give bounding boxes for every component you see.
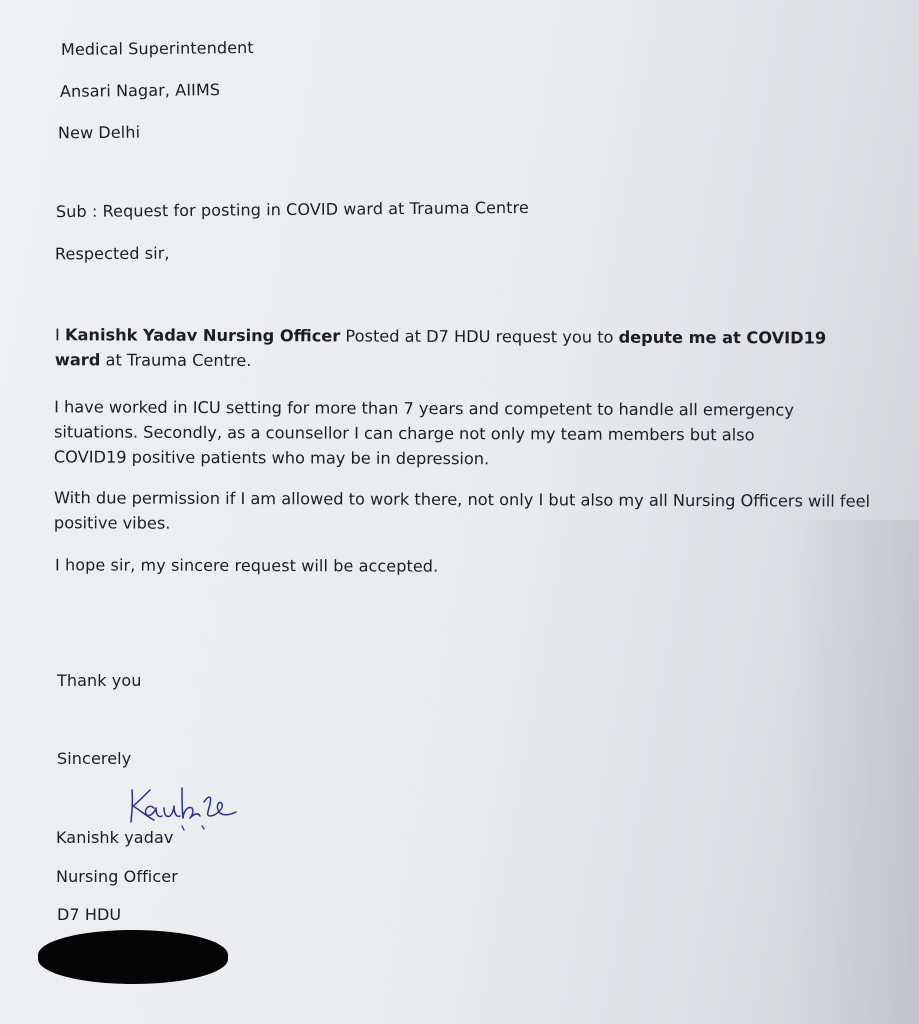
address-line-1: Medical Superintendent [60,37,254,60]
address-line-2: Ansari Nagar, AIIMS [59,80,221,101]
p1-text-c: Posted at D7 HDU request you to [340,326,619,347]
redaction-mark [38,930,228,984]
address-line-3: New Delhi [57,122,141,143]
salutation: Respected sir, [54,243,170,264]
sender-name: Kanishk yadav [56,828,174,847]
page-shadow [790,520,919,1024]
sender-unit: D7 HDU [57,905,122,924]
sender-designation: Nursing Officer [56,867,178,886]
p1-sender-bold: Kanishk Yadav Nursing Officer [64,325,341,346]
body-paragraph-3: With due permission if I am allowed to work there, not only I but also my all Nursing Officers will feel positive vibes. [53,488,871,533]
p1-request-bold: depute me at COVID19 ward [54,327,827,370]
p1-text-e: at Trauma Centre. [100,350,252,371]
sign-off: Sincerely [57,749,132,768]
subject-line: Sub : Request for posting in COVID ward at Trauma Centre [55,197,529,222]
body-paragraph-1 [55,322,875,376]
handwritten-signature [124,782,242,832]
body-paragraph-2: I have worked in ICU setting for more than 7 years and competent to handle all emergency situations. Secondly, as a counsellor I can charge not only my team members but also COVID19 positive patients who may be in depression. [53,397,794,469]
body-paragraph-4: I hope sir, my sincere request will be accepted. [54,555,439,576]
p1-text-a: I [55,325,66,345]
thank-you: Thank you [57,671,142,690]
